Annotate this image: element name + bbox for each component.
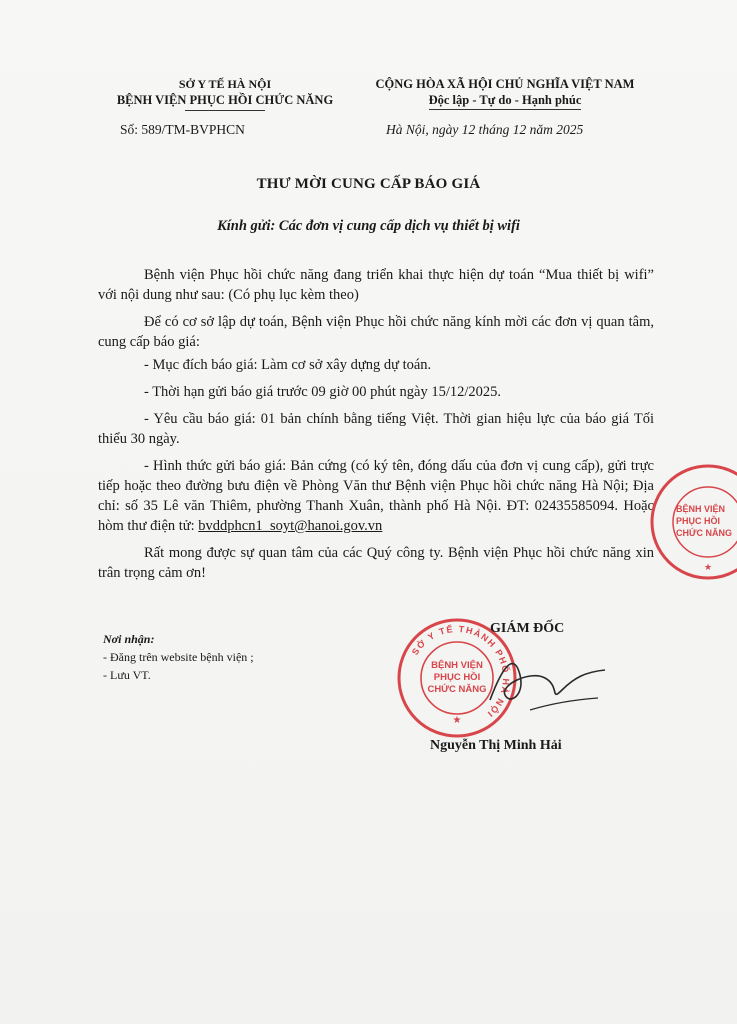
document-number: Số: 589/TM-BVPHCN — [120, 122, 245, 137]
edge-seal — [646, 462, 737, 582]
issuer-block — [100, 76, 350, 111]
svg-text:PHỤC HỒI: PHỤC HỒI — [433, 672, 481, 683]
submission-text: - Hình thức gửi báo giá: Bản cứng (có ký tên, đóng dấu của đơn vị cung cấp), gửi trực tiếp hoặc theo đường bưu điện về Phòng Văn thư Bệnh viện Phục hồi chức năng Hà Nội; Địa chỉ: số 35 Lê văn Thiêm, phường Thanh Xuân, thành phố Hà Nội. ĐT: 02435585094. Hoặc hòm thư điện tử: — [98, 458, 654, 534]
svg-text:CHỨC NĂNG: CHỨC NĂNG — [427, 684, 487, 695]
national-title-block — [350, 76, 660, 110]
header-divider — [185, 110, 265, 111]
signatory-name: Nguyễn Thị Minh Hải — [430, 738, 562, 753]
email-link[interactable]: bvddphcn1_soyt@hanoi.gov.vn — [198, 518, 383, 534]
recipients-heading: Nơi nhận: — [103, 632, 155, 646]
paragraph-requirements: - Yêu cầu báo giá: 01 bản chính bằng tiếng Việt. Thời gian hiệu lực của báo giá Tối thiểu 30 ngày. — [98, 411, 654, 447]
svg-text:PHỤC HỒI: PHỤC HỒI — [676, 516, 721, 526]
document-title: THƯ MỜI CUNG CẤP BÁO GIÁ — [256, 176, 481, 192]
recipients-block — [103, 630, 254, 684]
greeting-line: Kính gửi: Các đơn vị cung cấp dịch vụ thiết bị wifi — [217, 218, 520, 234]
department-name: SỞ Y TẾ HÀ NỘI — [178, 77, 272, 91]
country-name: CỘNG HÒA XÃ HỘI CHỦ NGHĨA VIỆT NAM — [375, 77, 635, 91]
letter-body — [98, 265, 654, 590]
place-date: Hà Nội, ngày 12 tháng 12 năm 2025 — [386, 122, 584, 137]
national-motto: Độc lập - Tự do - Hạnh phúc — [429, 92, 582, 110]
recipient-item: - Đăng trên website bệnh viện ; — [103, 650, 254, 664]
paragraph-submission — [98, 456, 654, 536]
paragraph-closing: Rất mong được sự quan tâm của các Quý công ty. Bệnh viện Phục hồi chức năng xin trân trọng cảm ơn! — [98, 545, 654, 581]
svg-text:★: ★ — [452, 715, 462, 726]
hospital-name: BỆNH VIỆN PHỤC HỒI CHỨC NĂNG — [116, 93, 334, 107]
signatory-title: GIÁM ĐỐC — [490, 621, 565, 636]
svg-text:★: ★ — [704, 562, 713, 572]
svg-text:CHỨC NĂNG: CHỨC NĂNG — [676, 528, 732, 538]
svg-text:BỆNH VIỆN: BỆNH VIỆN — [431, 660, 483, 671]
paragraph-purpose: - Mục đích báo giá: Làm cơ sở xây dựng dự toán. — [144, 357, 432, 373]
paragraph-deadline: - Thời hạn gửi báo giá trước 09 giờ 00 phút ngày 15/12/2025. — [144, 384, 502, 400]
paragraph-intro: Bệnh viện Phục hồi chức năng đang triển khai thực hiện dự toán “Mua thiết bị wifi” với nội dung như sau: (Có phụ lục kèm theo) — [98, 267, 654, 303]
svg-text:SỞ Y TẾ THÀNH PHỐ HÀ NỘI: SỞ Y TẾ THÀNH PHỐ HÀ NỘI — [409, 623, 512, 720]
handwritten-signature — [470, 640, 620, 725]
svg-text:BỆNH VIỆN: BỆNH VIỆN — [676, 504, 726, 514]
paragraph-invitation: Để có cơ sở lập dự toán, Bệnh viện Phục hồi chức năng kính mời các đơn vị quan tâm, cung cấp báo giá: — [98, 314, 654, 350]
recipient-item: - Lưu VT. — [103, 668, 151, 682]
